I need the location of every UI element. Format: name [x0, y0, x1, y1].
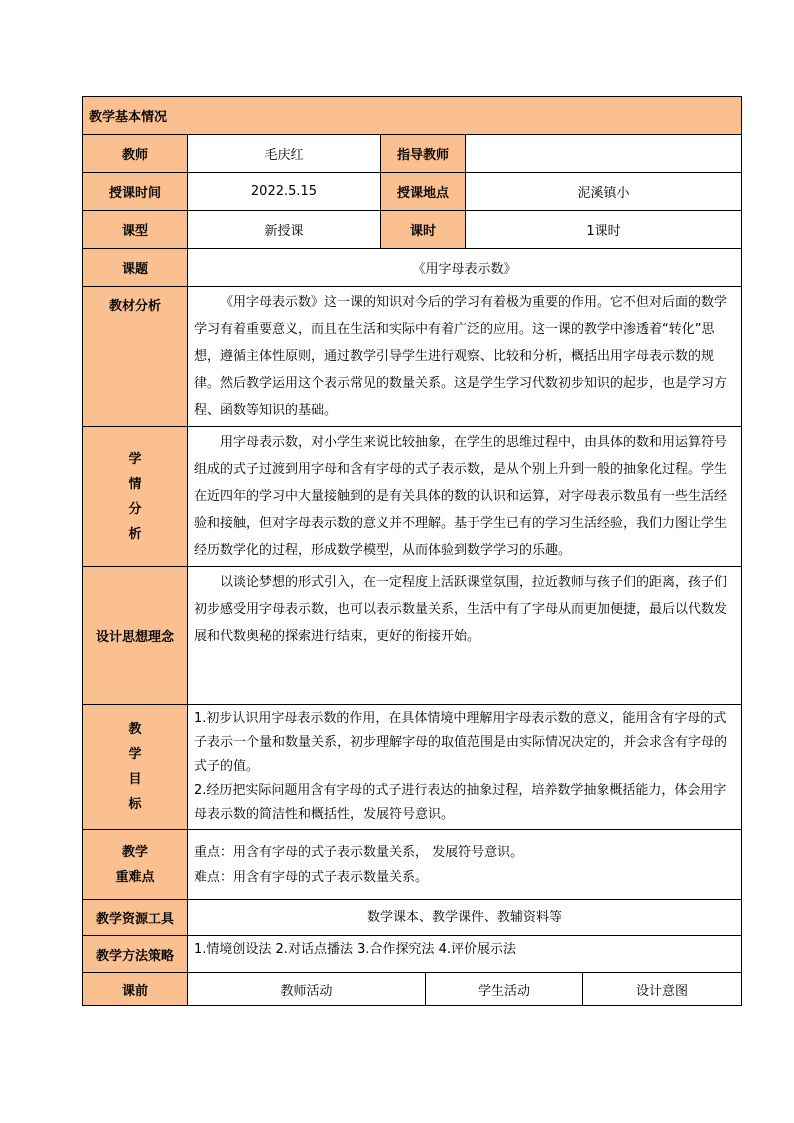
methods-value: 1.情境创设法 2.对话点播法 3.合作探究法 4.评价展示法: [188, 936, 742, 973]
learner-analysis-label-char: 情: [128, 476, 142, 492]
material-analysis-label: 教材分析: [83, 287, 188, 427]
section-title: 教学基本情况: [83, 97, 742, 135]
pre-class-teacher-col: 教师活动: [188, 973, 426, 1006]
key-points-label: [83, 830, 188, 900]
learner-analysis-text: 用字母表示数，对小学生来说比较抽象，在学生的思维过程中，由具体的数和用运算符号组成的式子过渡到用字母和含有字母的式子表示数，是从个别上升到一般的抽象化过程。学生在近四年的学习中大量接触到的是有关具体的数的认识和运算，对字母表示数虽有一些生活经验和接触，但对字母表示数的意义并不理解。基于学生已有的学习生活经验，我们力图让学生经历数学化的过程，形成数学模型，从而体验到数学学习的乐趣。: [188, 427, 742, 567]
learner-analysis-label-char: 析: [128, 526, 142, 542]
resources-value: 数学课本、教学课件、教辅资料等: [188, 900, 742, 936]
objectives-text: [188, 705, 742, 830]
place-label: 授课地点: [381, 173, 466, 211]
lesson-plan-sheet: [82, 96, 741, 1006]
lesson-type-label: 课型: [83, 211, 188, 249]
key-points-row: [83, 830, 742, 900]
time-value: 2022.5.15: [188, 173, 381, 211]
teacher-label: 教师: [83, 135, 188, 173]
design-concept-label: 设计思想理念: [83, 567, 188, 705]
mentor-label: 指导教师: [381, 135, 466, 173]
topic-row: [83, 249, 742, 287]
resources-row: [83, 900, 742, 936]
objectives-label-char: 学: [128, 747, 142, 762]
pre-class-label: 课前: [83, 973, 188, 1006]
objectives-label: [83, 705, 188, 830]
time-row: [83, 173, 742, 211]
pre-class-intent-col: 设计意图: [583, 973, 742, 1006]
mentor-value: [466, 135, 742, 173]
objective-item: 1.初步认识用字母表示数的作用，在具体情境中理解用字母表示数的意义，能用含有字母的式子表示一个量和数量关系，初步理解字母的取值范围是由实际情况决定的，并会求含有字母的式子的值。: [194, 711, 728, 774]
learner-analysis-label-char: 分: [128, 501, 142, 517]
methods-label: 教学方法策略: [83, 936, 188, 973]
objectives-row: [83, 705, 742, 830]
key-points-label-line: 教学: [121, 844, 148, 860]
topic-label: 课题: [83, 249, 188, 287]
material-analysis-text: 《用字母表示数》这一课的知识对今后的学习有着极为重要的作用。它不但对后面的数学学习有着重要意义，而且在生活和实际中有着广泛的应用。这一课的教学中渗透着“转化”思想，遵循主体性原则，通过教学引导学生进行观察、比较和分析，概括出用字母表示数的规律。然后教学运用这个表示常见的数量关系。这是学生学习代数初步知识的起步，也是学习方程、函数等知识的基础。: [188, 287, 742, 427]
place-value: 泥溪镇小: [466, 173, 742, 211]
learner-analysis-label: [83, 427, 188, 567]
topic-value: 《用字母表示数》: [188, 249, 742, 287]
difficulty-text: 难点：用含有字母的式子表示数量关系。: [194, 869, 429, 885]
design-concept-row: [83, 567, 742, 705]
objectives-label-char: 标: [128, 797, 142, 812]
periods-label: 课时: [381, 211, 466, 249]
pre-class-student-col: 学生活动: [426, 973, 583, 1006]
design-concept-text: 以谈论梦想的形式引入，在一定程度上活跃课堂氛围，拉近教师与孩子们的距离，孩子们初步感受用字母表示数，也可以表示数量关系，生活中有了字母从而更加便捷，最后以代数发展和代数奥秘的探索进行结束，更好的衔接开始。: [188, 567, 742, 705]
pre-class-row: [83, 973, 742, 1006]
teacher-row: [83, 135, 742, 173]
material-analysis-row: [83, 287, 742, 427]
lesson-plan-table: [82, 96, 742, 1006]
objectives-label-char: 教: [128, 722, 142, 737]
objective-item: 2.经历把实际问题用含有字母的式子进行表达的抽象过程，培养数学抽象概括能力，体会用字母表示数的简洁性和概括性，发展符号意识。: [194, 783, 727, 822]
lesson-type-value: 新授课: [188, 211, 381, 249]
objectives-label-char: 目: [128, 772, 142, 787]
lesson-type-row: [83, 211, 742, 249]
periods-value: 1课时: [466, 211, 742, 249]
methods-row: [83, 936, 742, 973]
learner-analysis-row: [83, 427, 742, 567]
teacher-value: 毛庆红: [188, 135, 381, 173]
resources-label: 教学资源工具: [83, 900, 188, 936]
focus-text: 重点：用含有字母的式子表示数量关系， 发展符号意识。: [194, 844, 524, 860]
learner-analysis-label-char: 学: [128, 451, 142, 467]
key-points-label-line: 重难点: [115, 869, 155, 885]
section-title-row: [83, 97, 742, 135]
time-label: 授课时间: [83, 173, 188, 211]
key-points-text: [188, 830, 742, 900]
